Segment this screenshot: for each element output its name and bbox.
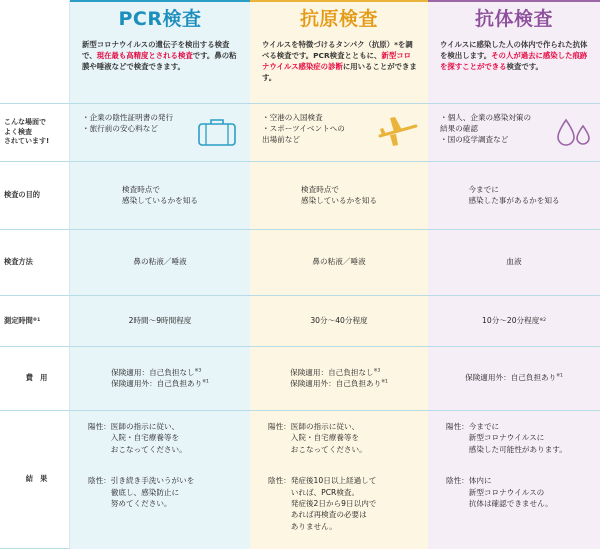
- antigen-method: 鼻の粘液／唾液: [250, 230, 428, 296]
- antigen-header: [250, 0, 428, 104]
- pcr-result-negative: 陰性：引き続き手洗いうがいを 徹底し、感染防止に 努めてください。: [88, 476, 195, 508]
- pcr-cost: 保険適用：自己負担なし$^{※3}$ 保険適用外：自己負担あり$^{※1}$: [70, 347, 250, 411]
- method-label: 検査方法: [0, 230, 70, 296]
- cost-label: 費 用: [0, 347, 70, 411]
- antibody-title: 抗体検査: [474, 8, 553, 30]
- antibody-time: 10分～20分程度 ※2: [428, 296, 600, 347]
- antibody-result-positive: 陽性：今までに 新型コロナウイルスに 感染した可能性があります。: [446, 422, 567, 454]
- antibody-purpose: 今までに 感染した事があるかを知る: [428, 162, 600, 230]
- antibody-header: [428, 0, 600, 104]
- antibody-method: 血液: [428, 230, 600, 296]
- pcr-result-positive: 陽性：医師の指示に従い、 入院・自宅療養等を おこなってください。: [88, 422, 187, 454]
- antigen-title: 抗原検査: [299, 8, 378, 30]
- list-item: ・ スポーツイベントへの 出場前など: [262, 124, 418, 146]
- pcr-title: PCR検査: [118, 8, 202, 30]
- pcr-highlight: 現在最も高精度とされる検査: [96, 51, 193, 61]
- pcr-result: [70, 411, 250, 549]
- antibody-result-negative: 陰性：体内に 新型コロナウイルスの 抗体は確認できません。: [446, 476, 553, 508]
- pcr-header: [70, 0, 250, 104]
- header-corner: [0, 0, 70, 104]
- pcr-method: 鼻の粘液／唾液: [70, 230, 250, 296]
- pcr-time: 2時間～9時間程度: [70, 296, 250, 347]
- antibody-cost: 保険適用外：自己負担あり$^{※1}$: [428, 347, 600, 411]
- antigen-result-negative: 陰性：発症後10日以上経過して いれば、PCR検査。 発症後2日から9日以内で あれば再検査の必要は ありません。: [268, 476, 377, 531]
- airplane-icon: [378, 114, 418, 148]
- list-item: ・ 個人、企業の感染対策の 結果の確認: [440, 113, 590, 135]
- list-item: ・ 旅行前の安心料など: [82, 124, 240, 135]
- result-label: 結 果: [0, 411, 70, 549]
- antigen-highlight: 新型コロナウイルス感染症の診断: [262, 51, 411, 72]
- antigen-scenes: [250, 104, 428, 162]
- antigen-result: [250, 411, 428, 549]
- pcr-description: 新型コロナウイルスの遺伝子を検出する検査で、現在最も高精度とされる検査です。鼻の粘膜や唾液などで検査できます。: [82, 39, 237, 72]
- scenes-label: こんな場面で よく検査 されています!: [0, 104, 70, 162]
- antigen-purpose: 検査時点で 感染しているかを知る: [250, 162, 428, 230]
- pcr-purpose: 検査時点で 感染しているかを知る: [70, 162, 250, 230]
- antibody-highlight: その人が過去に感染した痕跡を探すことができる: [440, 51, 588, 72]
- antibody-scenes: [428, 104, 600, 162]
- suitcase-icon: [198, 118, 236, 146]
- antibody-result: [428, 411, 600, 549]
- antigen-result-positive: 陽性：医師の指示に従い、 入院・自宅療養等を おこなってください。: [268, 422, 367, 454]
- footnote-mark: ※1: [32, 317, 41, 323]
- time-label: 測定時間 ※1: [0, 296, 70, 347]
- purpose-label: 検査の目的: [0, 162, 70, 230]
- pcr-scenes: [70, 104, 250, 162]
- list-item: ・ 企業の陰性証明書の発行: [82, 113, 240, 124]
- antigen-description: ウイルスを特徴づけるタンパク（抗原）*を調べる検査です。PCR検査とともに、新型コロナウイルス感染症の診断に用いることができます。: [262, 39, 417, 83]
- antigen-cost: 保険適用：自己負担なし$^{※3}$ 保険適用外：自己負担あり$^{※1}$: [250, 347, 428, 411]
- antibody-description: ウイルスに感染した人の体内で作られた抗体を検出します。その人が過去に感染した痕跡を探すことができる検査です。: [440, 39, 588, 72]
- antigen-time: 30分～40分程度: [250, 296, 428, 347]
- footnote-mark: ※2: [539, 317, 546, 323]
- list-item: ・ 国の疫学調査など: [440, 135, 590, 146]
- blood-drop-icon: [554, 116, 594, 148]
- list-item: ・ 空港の入国検査: [262, 113, 418, 124]
